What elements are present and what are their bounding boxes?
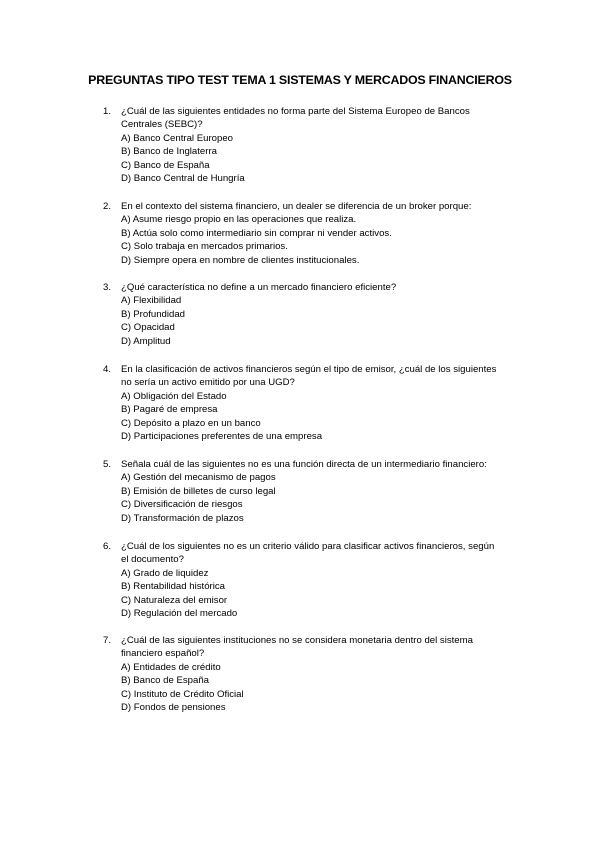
answer-option-c: C) Depósito a plazo en un banco	[121, 417, 261, 429]
answer-option-a: A) Entidades de crédito	[121, 661, 221, 673]
question-stem-line: ¿Cuál de las siguientes instituciones no se considera monetaria dentro del sistema	[121, 635, 473, 646]
document-title: PREGUNTAS TIPO TEST TEMA 1 SISTEMAS Y MERCADOS FINANCIEROS	[88, 73, 512, 87]
answer-option-c: C) Solo trabaja en mercados primarios.	[121, 241, 288, 253]
question-2	[103, 200, 523, 267]
question-6	[103, 540, 523, 620]
answer-option-a: A) Gestión del mecanismo de pagos	[121, 472, 276, 484]
answer-option-d: D) Siempre opera en nombre de clientes institucionales.	[121, 254, 360, 266]
answer-option-b: B) Rentabilidad histórica	[121, 581, 225, 593]
question-3	[103, 281, 523, 348]
question-1	[103, 105, 523, 185]
answer-option-d: D) Fondos de pensiones	[121, 702, 226, 714]
answer-option-c: C) Diversificación de riesgos	[121, 499, 243, 511]
question-stem-line: ¿Qué característica no define a un mercado financiero eficiente?	[121, 282, 397, 293]
answer-option-c: C) Instituto de Crédito Oficial	[121, 688, 244, 700]
question-number: 2.	[103, 201, 112, 212]
answer-option-d: D) Transformación de plazos	[121, 512, 244, 524]
question-stem-line: ¿Cuál de los siguientes no es un criterio válido para clasificar activos financieros, según	[121, 541, 495, 552]
answer-option-d: D) Banco Central de Hungría	[121, 173, 245, 185]
answer-option-c: C) Opacidad	[121, 322, 175, 334]
answer-option-a: A) Banco Central Europeo	[121, 132, 233, 144]
question-5	[103, 458, 523, 525]
question-number: 7.	[103, 635, 112, 646]
question-number: 3.	[103, 282, 112, 293]
answer-option-d: D) Regulación del mercado	[121, 608, 238, 620]
answer-option-b: B) Banco de Inglaterra	[121, 146, 217, 158]
question-stem-line: Centrales (SEBC)?	[121, 119, 203, 131]
question-stem-line: no sería un activo emitido por una UGD?	[121, 377, 295, 389]
answer-option-b: B) Banco de España	[121, 675, 210, 687]
answer-option-a: A) Obligación del Estado	[121, 390, 227, 402]
answer-option-a: A) Flexibilidad	[121, 295, 182, 307]
answer-option-d: D) Amplitud	[121, 335, 171, 347]
question-stem-line: En el contexto del sistema financiero, un dealer se diferencia de un broker porque:	[121, 201, 472, 212]
question-number: 1.	[103, 106, 112, 117]
answer-option-b: B) Profundidad	[121, 308, 185, 320]
question-7	[103, 634, 523, 714]
answer-option-c: C) Banco de España	[121, 159, 210, 171]
answer-option-b: B) Pagaré de empresa	[121, 404, 218, 416]
answer-option-a: A) Grado de liquidez	[121, 567, 209, 579]
answer-option-b: B) Emisión de billetes de curso legal	[121, 485, 276, 497]
question-stem-line: Señala cuál de las siguientes no es una función directa de un intermediario financiero:	[121, 459, 487, 470]
answer-option-d: D) Participaciones preferentes de una empresa	[121, 431, 323, 443]
question-number: 6.	[103, 541, 112, 552]
question-number: 4.	[103, 364, 112, 375]
question-stem-line: el documento?	[121, 554, 184, 566]
answer-option-b: B) Actúa solo como intermediario sin comprar ni vender activos.	[121, 227, 392, 239]
question-stem-line: ¿Cuál de las siguientes entidades no forma parte del Sistema Europeo de Bancos	[121, 106, 470, 117]
question-stem-line: En la clasificación de activos financieros según el tipo de emisor, ¿cuál de los siguientes	[121, 364, 497, 375]
question-4	[103, 363, 523, 443]
answer-option-a: A) Asume riesgo propio en las operaciones que realiza.	[121, 214, 357, 226]
question-number: 5.	[103, 459, 112, 470]
answer-option-c: C) Naturaleza del emisor	[121, 594, 228, 606]
question-stem-line: financiero español?	[121, 648, 205, 660]
